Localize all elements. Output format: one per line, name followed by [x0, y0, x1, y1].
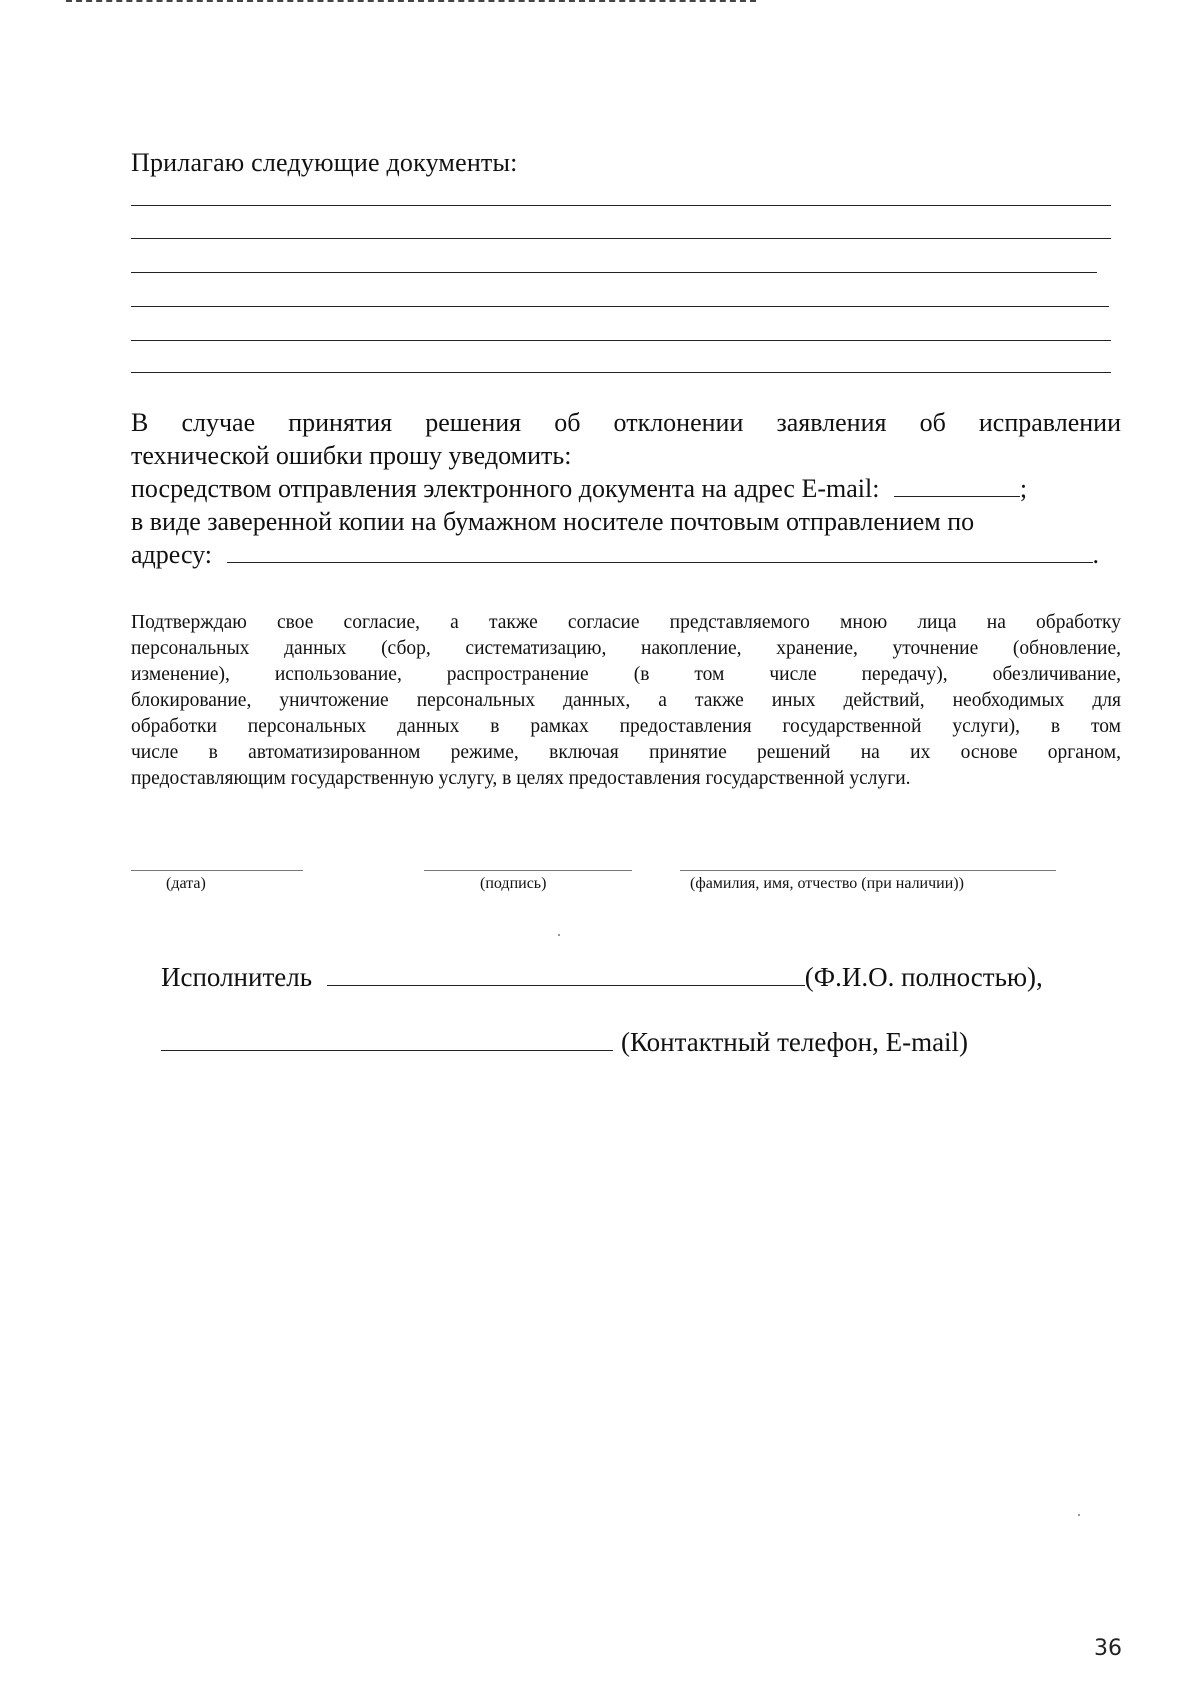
full-name-field[interactable]: [680, 870, 1056, 871]
consent-line: числе в автоматизированном режиме, включая принятие решений на их основе органом,: [131, 742, 1121, 763]
date-caption: (дата): [166, 875, 206, 892]
consent-line: обработки персональных данных в рамках предоставления государственной услуги), в том: [131, 716, 1121, 737]
signature-caption: (подпись): [480, 875, 547, 892]
contact-field[interactable]: [161, 1028, 613, 1051]
scan-speck: [558, 934, 560, 936]
contact-caption: (Контактный телефон, E-mail): [621, 1027, 969, 1057]
email-suffix: ;: [1019, 474, 1028, 503]
attachments-heading: Прилагаю следующие документы:: [131, 148, 518, 177]
executor-name-caption: (Ф.И.О. полностью),: [804, 962, 1043, 992]
notification-line-2: технической ошибки прошу уведомить:: [131, 441, 572, 470]
address-label: адресу:: [131, 540, 213, 569]
executor-name-field[interactable]: [327, 963, 805, 986]
full-name-caption: (фамилия, имя, отчество (при наличии)): [690, 875, 964, 892]
signature-field[interactable]: [424, 870, 632, 871]
consent-paragraph: [131, 610, 1121, 792]
attachment-line-5[interactable]: [131, 340, 1111, 341]
email-label: посредством отправления электронного документа на адрес E-mail:: [131, 474, 880, 503]
top-edge-dashes: [66, 0, 756, 4]
date-field[interactable]: [131, 870, 303, 871]
consent-line: персональных данных (сбор, систематизацию, накопление, хранение, уточнение (обновление,: [131, 638, 1121, 659]
email-field[interactable]: [894, 474, 1020, 497]
page-number: 36: [1094, 1636, 1122, 1661]
address-field[interactable]: [227, 540, 1093, 563]
attachment-line-4[interactable]: [131, 306, 1109, 307]
attachment-line-1[interactable]: [131, 205, 1111, 206]
address-row: [131, 538, 1121, 571]
attachment-line-2[interactable]: [131, 238, 1111, 239]
attachment-line-3[interactable]: [131, 272, 1097, 273]
executor-row: [161, 962, 1043, 993]
consent-line: блокирование, уничтожение персональных данных, а также иных действий, необходимых для: [131, 690, 1121, 711]
address-suffix: .: [1092, 540, 1100, 569]
consent-line: Подтверждаю свое согласие, а также согласие представляемого мною лица на обработку: [131, 612, 1121, 633]
notification-line-1: В случае принятия решения об отклонении заявления об исправлении: [131, 408, 1121, 437]
executor-label: Исполнитель: [161, 962, 313, 992]
consent-line: изменение), использование, распространение (в том числе передачу), обезличивание,: [131, 664, 1121, 685]
email-row: [131, 472, 1121, 505]
notification-paragraph: [131, 406, 1121, 571]
contact-row: [161, 1027, 968, 1058]
consent-line: предоставляющим государственную услугу, в целях предоставления государственной услуги.: [131, 768, 911, 789]
scan-speck: [1078, 1514, 1080, 1516]
attachment-line-6[interactable]: [131, 372, 1111, 373]
post-line: в виде заверенной копии на бумажном носителе почтовым отправлением по: [131, 507, 975, 536]
